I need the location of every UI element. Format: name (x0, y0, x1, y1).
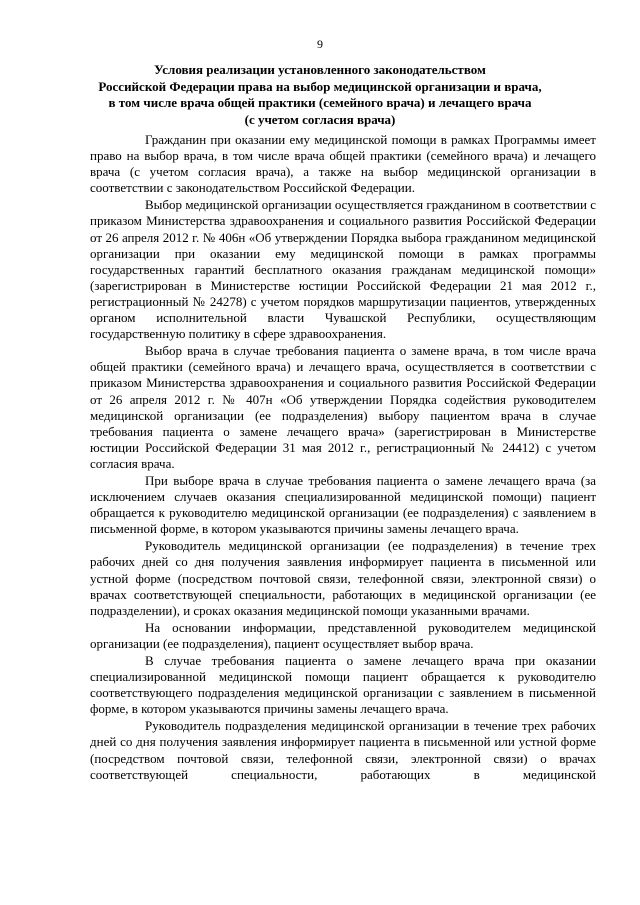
heading-line: в том числе врача общей практики (семейного врача) и лечащего врача (108, 95, 532, 110)
paragraph: При выборе врача в случае требования пациента о замене лечащего врача (за исключением случаев оказания специализированной медицинской помощи) пациент обращается к руководителю медицинской организации (ее подразделения) с заявлением в письменной форме, в котором указываются причины замены лечащего врача. (90, 472, 596, 537)
paragraph: Гражданин при оказании ему медицинской помощи в рамках Программы имеет право на выбор врача, в том числе врача общей практики (семейного врача) и лечащего врача (с учетом согласия врача), а также на выбор медицинской организации в соответствии с законодательством Российской Федерации. (90, 132, 596, 196)
body-text (90, 132, 596, 784)
paragraph: Выбор медицинской организации осуществляется гражданином в соответствии с приказом Министерства здравоохранения и социального развития Российской Федерации от 26 апреля 2012 г. № 406н «Об утверждении Порядка выбора гражданином медицинской организации при оказании ему медицинской помощи в рамках программы государственных гарантий бесплатного оказания гражданам медицинской помощи» (зарегистрирован в Министерстве юстиции Российской Федерации 21 мая 2012 г., регистрационный № 24278) с учетом порядков маршрутизации пациентов, утвержденных органом исполнительной власти Чувашской Республики, осуществляющим государственную политику в сфере здравоохранения. (90, 197, 596, 342)
heading-line: Условия реализации установленного законодательством (154, 62, 486, 77)
heading-line: Российской Федерации права на выбор медицинской организации и врача, (98, 78, 542, 94)
heading-line: (с учетом согласия врача) (244, 111, 396, 127)
paragraph: В случае требования пациента о замене лечащего врача при оказании специализированной медицинской помощи пациент обращается к руководителю соответствующего подразделения медицинской организации с заявлением в письменной форме, в котором указываются причины замены лечащего врача. (90, 653, 596, 717)
paragraph: Выбор врача в случае требования пациента о замене врача, в том числе врача общей практики (семейного врача) и лечащего врача, осуществляется в соответствии с приказом Министерства здравоохранения и социального развития Российской Федерации от 26 апреля 2012 г. № 407н «Об утверждении Порядка содействия руководителем медицинской организации (ее подразделения) выбору пациентом врача в случае требования пациента о замене лечащего врача» (зарегистрирован в Министерстве юстиции Российской Федерации 31 мая 2012 г., регистрационный № 24412) с учетом согласия врача. (90, 343, 596, 471)
section-heading (90, 62, 550, 128)
paragraph: На основании информации, представленной руководителем медицинской организации (ее подразделения), пациент осуществляет выбор врача. (90, 619, 596, 651)
page-number: 9 (317, 37, 323, 51)
paragraph: Руководитель подразделения медицинской организации в течение трех рабочих дней со дня получения заявления информирует пациента в письменной или устной форме (посредством почтовой связи, телефонной связи, электронной связи) о врачах соответствующей специальности, работающих в медицинской (90, 718, 596, 782)
paragraph: Руководитель медицинской организации (ее подразделения) в течение трех рабочих дней со дня получения заявления информирует пациента в письменной или устной форме (посредством почтовой связи, телефонной связи, электронной связи) о врачах соответствующей специальности, работающих в медицинской организации (ее подразделении), и сроках оказания медицинской помощи указанными врачами. (90, 538, 596, 618)
